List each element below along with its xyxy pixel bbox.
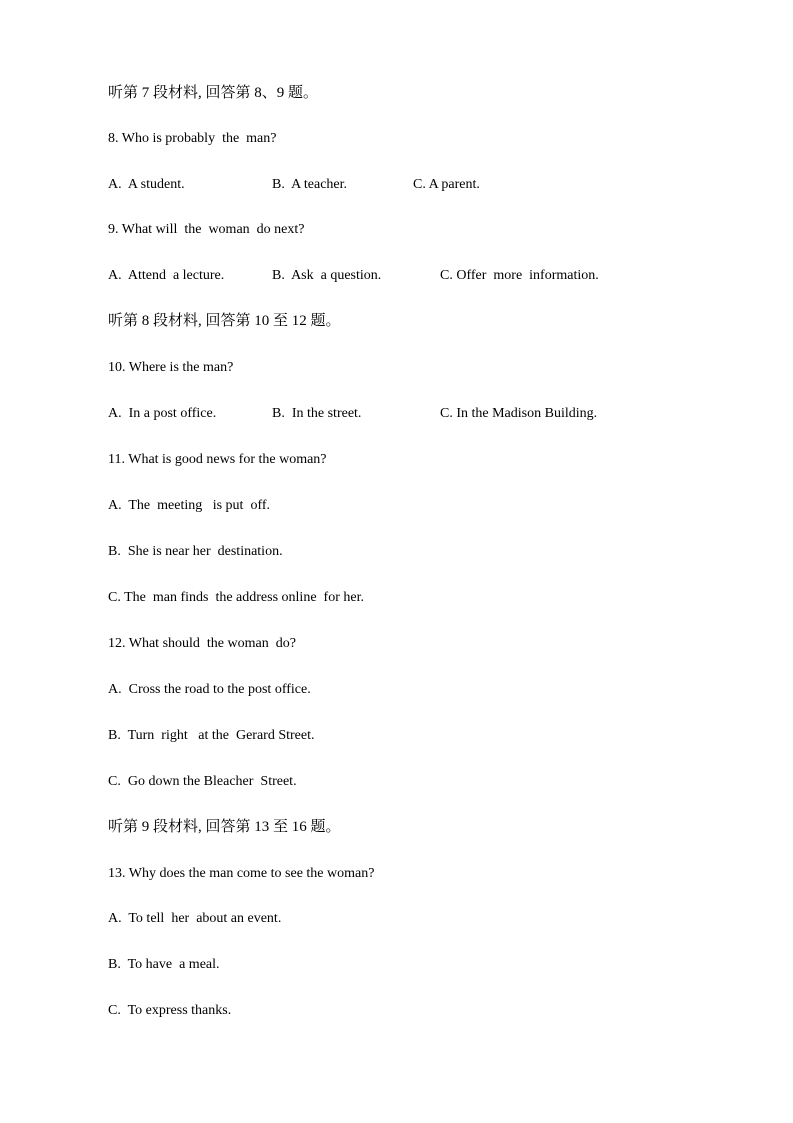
- question-12-option-a: A. Cross the road to the post office.: [108, 682, 311, 697]
- question-11-option-c: C. The man finds the address online for her.: [108, 590, 364, 605]
- question-9-option-a: A. Attend a lecture.: [108, 268, 225, 283]
- question-12-stem: 12. What should the woman do?: [108, 636, 296, 651]
- question-8-option-c: C. A parent.: [413, 177, 480, 192]
- question-9-option-b: B. Ask a question.: [272, 268, 382, 283]
- question-9-option-c: C. Offer more information.: [440, 268, 599, 283]
- question-10-option-a: A. In a post office.: [108, 406, 217, 421]
- question-8-option-b: B. A teacher.: [272, 177, 348, 192]
- question-13-option-b: B. To have a meal.: [108, 957, 220, 972]
- question-8-stem: 8. Who is probably the man?: [108, 131, 277, 146]
- question-10-stem: 10. Where is the man?: [108, 360, 234, 375]
- question-11-option-a: A. The meeting is put off.: [108, 498, 271, 513]
- question-8-option-a: A. A student.: [108, 177, 185, 192]
- section-heading-8: 听第 8 段材料, 回答第 10 至 12 题。: [108, 313, 341, 329]
- question-9-stem: 9. What will the woman do next?: [108, 222, 305, 237]
- section-heading-9: 听第 9 段材料, 回答第 13 至 16 题。: [108, 819, 341, 835]
- question-12-option-c: C. Go down the Bleacher Street.: [108, 774, 297, 789]
- question-12-option-b: B. Turn right at the Gerard Street.: [108, 728, 315, 743]
- question-13-option-a: A. To tell her about an event.: [108, 911, 282, 926]
- section-heading-7: 听第 7 段材料, 回答第 8、9 题。: [108, 85, 319, 101]
- question-10-option-b: B. In the street.: [272, 406, 362, 421]
- question-11-stem: 11. What is good news for the woman?: [108, 452, 327, 467]
- question-10-option-c: C. In the Madison Building.: [440, 406, 598, 421]
- question-13-stem: 13. Why does the man come to see the woman?: [108, 866, 375, 881]
- question-13-option-c: C. To express thanks.: [108, 1003, 232, 1018]
- question-11-option-b: B. She is near her destination.: [108, 544, 283, 559]
